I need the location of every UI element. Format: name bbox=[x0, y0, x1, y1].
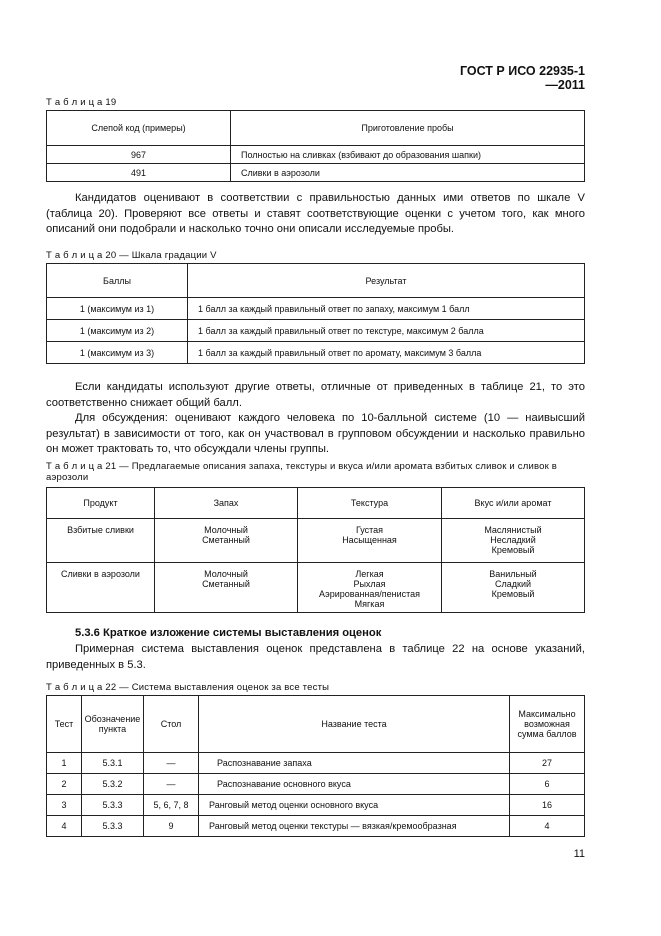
table-20-caption: Т а б л и ц а 20 — Шкала градации V bbox=[46, 250, 217, 261]
table-row bbox=[47, 164, 585, 182]
table-20 bbox=[46, 263, 585, 364]
col-header: Максимально возможная сумма баллов bbox=[510, 696, 585, 753]
cell: Густая Насыщенная bbox=[298, 519, 442, 563]
cell: Ванильный Сладкий Кремовый bbox=[442, 563, 585, 613]
cell: Молочный Сметанный bbox=[155, 519, 298, 563]
col-header: Запах bbox=[155, 488, 298, 519]
cell: Маслянистый Несладкий Кремовый bbox=[442, 519, 585, 563]
table-22-caption: Т а б л и ц а 22 — Система выставления оценок за все тесты bbox=[46, 682, 330, 693]
col-header: Обозначение пункта bbox=[82, 696, 144, 753]
cell: — bbox=[144, 774, 199, 795]
cell: 1 (максимум из 1) bbox=[47, 298, 188, 320]
table-row bbox=[47, 298, 585, 320]
cell: Ранговый метод оценки основного вкуса bbox=[199, 795, 510, 816]
col-header: Слепой код (примеры) bbox=[47, 111, 231, 146]
col-header: Результат bbox=[188, 264, 585, 298]
table-21 bbox=[46, 487, 585, 613]
cell: Полностью на сливках (взбивают до образования шапки) bbox=[231, 146, 585, 164]
cell: — bbox=[144, 753, 199, 774]
cell: 16 bbox=[510, 795, 585, 816]
cell: 1 балл за каждый правильный ответ по запаху, максимум 1 балл bbox=[188, 298, 585, 320]
cell: Сливки в аэрозоли bbox=[231, 164, 585, 182]
col-header: Стол bbox=[144, 696, 199, 753]
page-number: 11 bbox=[573, 848, 585, 860]
cell: 5.3.3 bbox=[82, 795, 144, 816]
cell: Ранговый метод оценки текстуры — вязкая/кремообразная bbox=[199, 816, 510, 837]
cell: Молочный Сметанный bbox=[155, 563, 298, 613]
cell: Легкая Рыхлая Аэрированная/пенистая Мягкая bbox=[298, 563, 442, 613]
cell: Распознавание запаха bbox=[199, 753, 510, 774]
cell: 6 bbox=[510, 774, 585, 795]
table-row bbox=[47, 753, 585, 774]
cell: 1 балл за каждый правильный ответ по текстуре, максимум 2 балла bbox=[188, 320, 585, 342]
cell: 1 (максимум из 2) bbox=[47, 320, 188, 342]
col-header: Тест bbox=[47, 696, 82, 753]
section-title: 5.3.6 Краткое изложение системы выставления оценок bbox=[75, 627, 382, 639]
col-header: Баллы bbox=[47, 264, 188, 298]
standard-header: ГОСТ Р ИСО 22935-1—2011 bbox=[459, 64, 585, 92]
table-19-caption: Т а б л и ц а 19 bbox=[46, 97, 117, 108]
table-19 bbox=[46, 110, 585, 182]
table-row bbox=[47, 342, 585, 364]
table-row bbox=[47, 146, 585, 164]
cell: 1 bbox=[47, 753, 82, 774]
table-row bbox=[47, 563, 585, 613]
cell: 1 (максимум из 3) bbox=[47, 342, 188, 364]
cell: 9 bbox=[144, 816, 199, 837]
paragraph: Примерная система выставления оценок представлена в таблице 22 на основе указаний, приведенных в 5.3. bbox=[46, 643, 585, 671]
table-21-caption: Т а б л и ц а 21 — Предлагаемые описания запаха, текстуры и вкуса и/или аромата взбитых сливок и сливок в аэрозоли bbox=[46, 461, 558, 483]
cell: Сливки в аэрозоли bbox=[47, 563, 155, 613]
table-row bbox=[47, 320, 585, 342]
cell: 967 bbox=[47, 146, 231, 164]
paragraph: Если кандидаты используют другие ответы, отличные от приведенных в таблице 21, то это соответственно снижает общий балл. Для обсуждения: оценивают каждого человека по 10-балльной системе (10 — наивысший результат) в зависимости от того, как он участвовал в групповом обсуждении и насколько правильно он может трактовать то, что обсуждали члены группы. bbox=[46, 381, 585, 455]
col-header: Название теста bbox=[199, 696, 510, 753]
col-header: Приготовление пробы bbox=[231, 111, 585, 146]
table-row bbox=[47, 774, 585, 795]
cell: Взбитые сливки bbox=[47, 519, 155, 563]
table-row bbox=[47, 816, 585, 837]
cell: 4 bbox=[510, 816, 585, 837]
cell: 2 bbox=[47, 774, 82, 795]
cell: 5.3.2 bbox=[82, 774, 144, 795]
table-row bbox=[47, 519, 585, 563]
cell: 4 bbox=[47, 816, 82, 837]
col-header: Продукт bbox=[47, 488, 155, 519]
cell: 27 bbox=[510, 753, 585, 774]
paragraph: Кандидатов оценивают в соответствии с правильностью данных ими ответов по шкале V (таблица 20). Проверяют все ответы и ставят соответствующие оценки с учетом того, как много описаний они подобрали и насколько точно они описали исследуемые пробы. bbox=[46, 192, 585, 235]
cell: 5.3.3 bbox=[82, 816, 144, 837]
cell: 5.3.1 bbox=[82, 753, 144, 774]
col-header: Текстура bbox=[298, 488, 442, 519]
col-header: Вкус и/или аромат bbox=[442, 488, 585, 519]
cell: 491 bbox=[47, 164, 231, 182]
table-22 bbox=[46, 695, 585, 837]
cell: 1 балл за каждый правильный ответ по аромату, максимум 3 балла bbox=[188, 342, 585, 364]
table-row bbox=[47, 795, 585, 816]
cell: Распознавание основного вкуса bbox=[199, 774, 510, 795]
cell: 5, 6, 7, 8 bbox=[144, 795, 199, 816]
cell: 3 bbox=[47, 795, 82, 816]
